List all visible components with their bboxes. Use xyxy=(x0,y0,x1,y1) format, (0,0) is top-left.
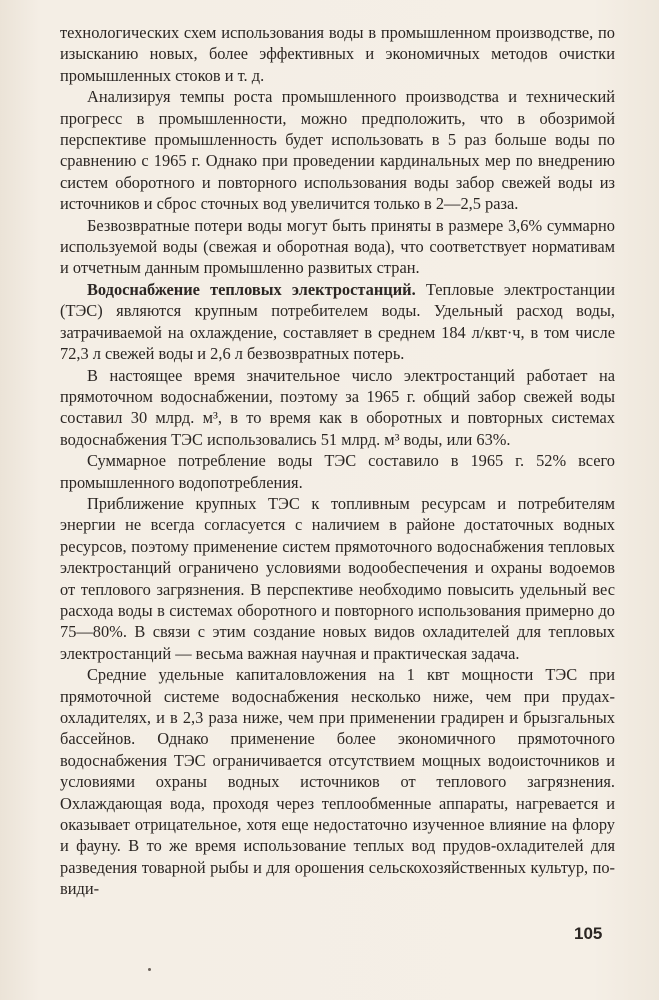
paragraph-7: Приближение крупных ТЭС к топливным ресурсам и потребителям энергии не всегда согласуется с наличием в районе достаточных водных ресурсов, поэтому применение систем прямоточного водоснабжения тепловых электростанций ограничено условиями водообеспечения и охраны водоемов от теплового загрязнения. В перспективе необходимо повысить удельный вес расхода воды в системах оборотного и повторного использования примерно до 75—80%. В связи с этим создание новых видов охладителей для тепловых электростанций — весьма важная научная и практическая задача. xyxy=(60,493,615,663)
print-speck xyxy=(148,968,151,971)
paragraph-6: Суммарное потребление воды ТЭС составило в 1965 г. 52% всего промышленного водопотребления. xyxy=(60,451,615,492)
body-text xyxy=(60,22,615,900)
paragraph-8: Средние удельные капиталовложения на 1 квт мощности ТЭС при прямоточной системе водоснабжения несколько ниже, чем при прудах-охладителях, и в 2,3 раза ниже, чем при применении градирен и брызгальных бассейнов. Однако применение более экономичного прямоточного водоснабжения ТЭС ограничивается отсутствием мощных водоисточников и условиями охраны водных источников от теплового загрязнения. Охлаждающая вода, проходя через теплообменные аппараты, нагревается и оказывает отрицательное, хотя еще недостаточно изученное влияние на флору и фауну. В то же время использование теплых вод прудов-охладителей для разведения товарной рыбы и для орошения сельскохозяйственных культур, по-види- xyxy=(60,665,615,899)
page-number: 105 xyxy=(574,924,603,943)
paragraph-3: Безвозвратные потери воды могут быть приняты в размере 3,6% суммарно используемой воды (свежая и оборотная вода), что соответствует нормативам и отчетным данным промышленно развитых стран. xyxy=(60,215,615,278)
section-heading: Водоснабжение тепловых электростанций. xyxy=(87,279,416,299)
paragraph-5: В настоящее время значительное число электростанций работает на прямоточном водоснабжении, поэтому за 1965 г. общий забор свежей воды составил 30 млрд. м³, в то время как в оборотных и повторных системах водоснабжения ТЭС использовались 51 млрд. м³ воды, или 63%. xyxy=(60,365,615,449)
paragraph-4-text: Тепловые электростанции (ТЭС) являются крупным потребителем воды. Удельный расход воды, затрачиваемой на охлаждение, составляет в среднем 184 л/квт·ч, в том числе 72,3 л свежей воды и 2,6 л безвозвратных потерь. xyxy=(60,279,615,364)
paragraph-4 xyxy=(60,279,615,365)
paragraph-1: технологических схем использования воды в промышленном производстве, по изысканию новых, более эффективных и экономичных методов очистки промышленных стоков и т. д. xyxy=(60,23,615,85)
paragraph-2: Анализируя темпы роста промышленного производства и технический прогресс в промышленности, можно предположить, что в обозримой перспективе промышленность будет использовать в 5 раз больше воды по сравнению с 1965 г. Однако при проведении кардинальных мер по внедрению систем оборотного и повторного использования воды забор свежей воды из источников и сброс сточных вод увеличится только в 2—2,5 раза. xyxy=(60,87,615,214)
